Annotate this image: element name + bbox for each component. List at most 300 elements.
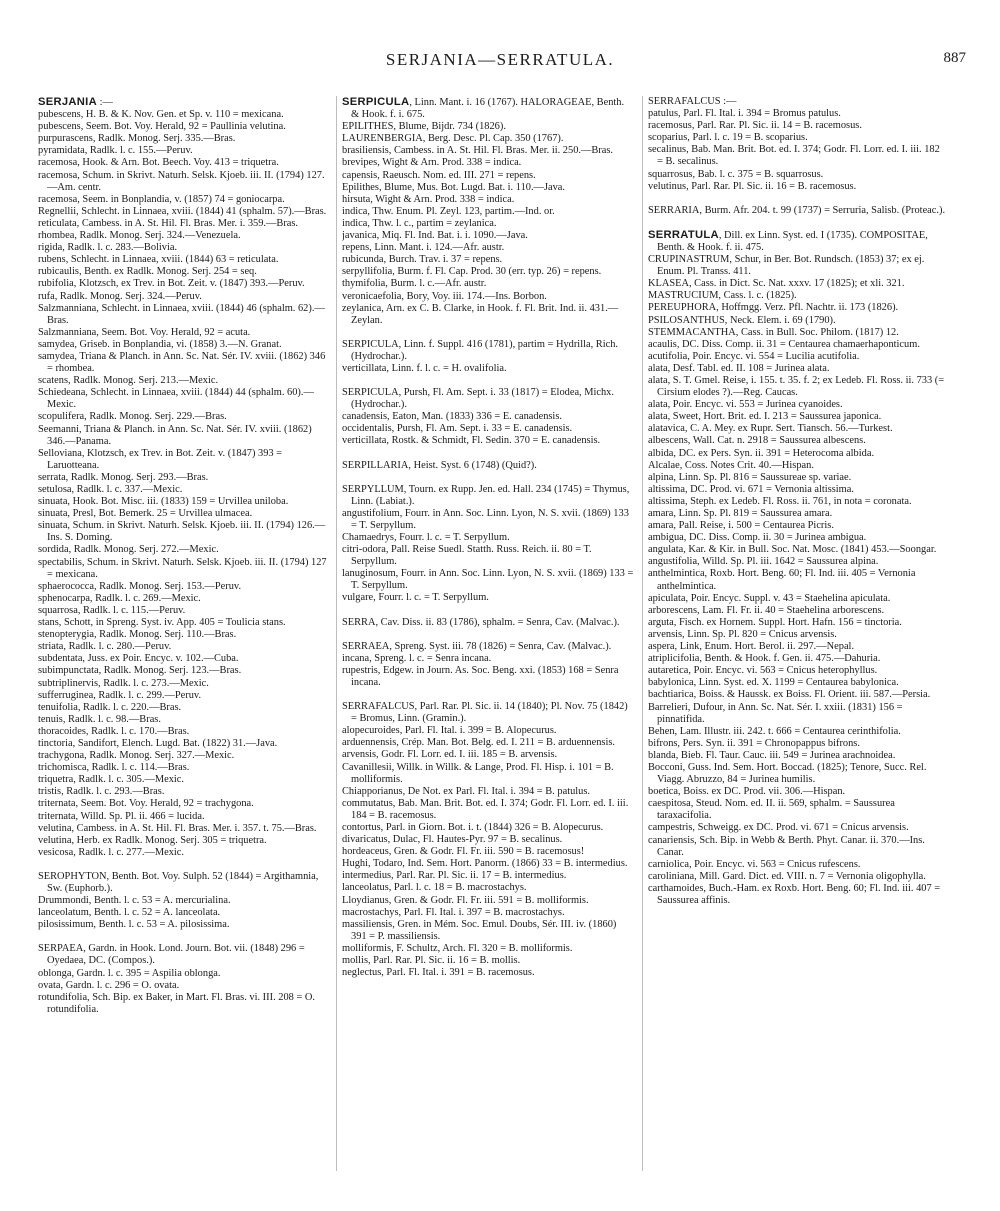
- entry-text: sinuata, Schum. in Skrivt. Naturh. Selsk. Kjoeb. iii. II. (1794) 126.—Ins. S. Doming.: [38, 520, 326, 544]
- entry-text: SERPICULA, Linn. f. Suppl. 416 (1781), partim = Hydrilla, Rich. (Hydrochar.).: [342, 338, 619, 362]
- entry-line: [38, 980, 330, 992]
- entry-text: bachtiarica, Boiss. & Haussk. ex Boiss. Fl. Orient. iii. 587.—Persia.: [648, 689, 931, 701]
- entry-line: [38, 157, 330, 169]
- entry-text: bifrons, Pers. Syn. ii. 391 = Chronopappus bifrons.: [648, 737, 860, 749]
- entry-line: [648, 859, 948, 871]
- entry-text: MASTRUCIUM, Cass. l. c. (1825).: [648, 290, 797, 302]
- entry-text: CRUPINASTRUM, Schur, in Ber. Bot. Rundsch. (1853) 37; ex ej. Enum. Pl. Transs. 411.: [648, 254, 925, 278]
- entry-text: sordida, Radlk. Monog. Serj. 272.—Mexic.: [38, 544, 219, 556]
- entry-text: hordeaceus, Gren. & Godr. Fl. Fr. iii. 590 = B. racemosus!: [342, 846, 585, 858]
- entry-text: Salzmanniana, Schlecht. in Linnaea, xviii. (1844) 46 (sphalm. 62).—Bras.: [38, 302, 325, 326]
- entry-text: Drummondi, Benth. l. c. 53 = A. mercurialina.: [38, 895, 231, 907]
- entry-text: angustifolia, Willd. Sp. Pl. iii. 1642 = Saussurea alpina.: [648, 556, 879, 568]
- entry-text: Alcalae, Coss. Notes Crit. 40.—Hispan.: [648, 459, 814, 471]
- entry-text: albescens, Wall. Cat. n. 2918 = Saussurea albescens.: [648, 435, 866, 447]
- entry-line: [648, 871, 948, 883]
- entry-line: [648, 169, 948, 181]
- entry-line: [648, 375, 948, 399]
- entry-line: [342, 943, 634, 955]
- entry-line: [38, 726, 330, 738]
- entry-text: SEROPHYTON, Benth. Bot. Voy. Sulph. 52 (1844) = Argithamnia, Sw. (Euphorb.).: [38, 870, 319, 894]
- entry-text: alopecuroides, Parl. Fl. Ital. i. 399 = B. Alopecurus.: [342, 725, 557, 737]
- entry-line: [38, 206, 330, 218]
- entry-text: Chamaedrys, Fourr. l. c. = T. Serpyllum.: [342, 532, 510, 543]
- entry-block: [342, 339, 634, 375]
- column-divider: [336, 96, 337, 1171]
- running-head: SERJANIA—SERRATULA.: [385, 50, 615, 69]
- entry-text: lanceolatus, Parl. l. c. 18 = B. macrostachys.: [342, 882, 527, 894]
- entry-text: indica, Thw. Enum. Pl. Zeyl. 123, partim.—Ind. or.: [342, 205, 555, 217]
- entry-text: arduennensis, Crép. Man. Bot. Belg. ed. I. 211 = B. arduennensis.: [342, 737, 615, 749]
- entry-line: [38, 871, 330, 895]
- entry-text: SERRARIA, Burm. Afr. 204. t. 99 (1737) = Serruria, Salisb. (Proteac.).: [648, 204, 946, 216]
- entry-line: [38, 327, 330, 339]
- entry-text: brevipes, Wight & Arn. Prod. 338 = indica.: [342, 157, 522, 169]
- entry-text: amara, Pall. Reise, i. 500 = Centaurea Picris.: [648, 520, 834, 532]
- entry-text: SERRAFALCUS, Parl. Rar. Pl. Sic. ii. 14 (1840); Pl. Nov. 75 (1842) = Bromus, Linn. (Gramin.).: [342, 701, 628, 725]
- entry-text: trachygona, Radlk. Monog. Serj. 327.—Mexic.: [38, 750, 235, 762]
- entry-text: contortus, Parl. in Giorn. Bot. i. t. (1844) 326 = B. Alopecurus.: [342, 821, 604, 833]
- entry-text: oblonga, Gardn. l. c. 395 = Aspilia oblonga.: [38, 967, 221, 979]
- entry-text: vulgare, Fourr. l. c. = T. Serpyllum.: [342, 592, 489, 604]
- entry-line: [648, 399, 948, 411]
- entry-line: [38, 133, 330, 145]
- entry-text: rufa, Radlk. Monog. Serj. 324.—Peruv.: [38, 290, 202, 302]
- entry-text: incana, Spreng. l. c. = Senra incana.: [342, 652, 492, 664]
- entry-line: [342, 701, 634, 725]
- entry-text: atriplicifolia, Benth. & Hook. f. Gen. ii. 475.—Dahuria.: [648, 653, 881, 665]
- entry-line: [648, 835, 948, 859]
- entry-line: [648, 205, 948, 217]
- entry-text: SERRAFALCUS :—: [648, 96, 737, 107]
- entry-line: [648, 520, 948, 532]
- entry-text: subdentata, Juss. ex Poir. Encyc. v. 102.—Cuba.: [38, 653, 239, 665]
- entry-text: hirsuta, Wight & Arn. Prod. 338 = indica.: [342, 193, 515, 205]
- entry-text: Schiedeana, Schlecht. in Linnaea, xviii. (1844) 44 (sphalm. 60).—Mexic.: [38, 387, 314, 411]
- entry-text: repens, Linn. Mant. i. 124.—Afr. austr.: [342, 242, 505, 254]
- entry-text: alatavica, C. A. Mey. ex Rupr. Sert. Tiansch. 56.—Turkest.: [648, 423, 893, 435]
- entry-line: [648, 411, 948, 423]
- entry-line: [38, 593, 330, 605]
- entry-line: [648, 653, 948, 665]
- entry-text: , Linn. Mant. i. 16 (1767). HALORAGEAE, Benth. & Hook. f. i. 675.: [351, 97, 625, 121]
- entry-line: [38, 472, 330, 484]
- entry-line: [648, 617, 948, 629]
- entry-text: blanda, Bieb. Fl. Taur. Cauc. iii. 549 = Jurinea arachnoidea.: [648, 749, 896, 761]
- entry-line: [38, 387, 330, 411]
- entry-line: [38, 690, 330, 702]
- entry-line: [342, 568, 634, 592]
- entry-text: ovata, Gardn. l. c. 296 = O. ovata.: [38, 979, 180, 991]
- entry-text: canadensis, Eaton, Man. (1833) 336 = E. canadensis.: [342, 411, 562, 423]
- entry-block: [342, 701, 634, 979]
- entry-line: [342, 182, 634, 194]
- genus-name: SERRATULA: [648, 228, 719, 241]
- entry-line: [648, 750, 948, 762]
- entry-text: angustifolium, Fourr. in Ann. Soc. Linn. Lyon, N. S. xvii. (1869) 133 = T. Serpyllum.: [342, 507, 629, 531]
- entry-text: massiliensis, Gren. in Mém. Soc. Emul. Doubs, Sér. III. iv. (1860) 391 = P. massiliensis.: [342, 918, 617, 942]
- entry-text: patulus, Parl. Fl. Ital. i. 394 = Bromus patulus.: [648, 108, 841, 120]
- entry-line: [38, 919, 330, 931]
- entry-line: [38, 448, 330, 472]
- entry-text: Hughi, Todaro, Ind. Sem. Hort. Panorm. (1866) 33 = B. intermedius.: [342, 858, 628, 870]
- entry-text: caroliniana, Mill. Gard. Dict. ed. VIII. n. 7 = Vernonia oligophylla.: [648, 870, 926, 882]
- entry-text: arborescens, Lam. Fl. Fr. ii. 40 = Staehelina arborescens.: [648, 604, 885, 616]
- entry-text: velutina, Cambess. in A. St. Hil. Fl. Bras. Mer. i. 357. t. 75.—Bras.: [38, 822, 317, 834]
- entry-line: [648, 726, 948, 738]
- entry-line: [342, 870, 634, 882]
- entry-line: [38, 230, 330, 242]
- entry-line: [38, 629, 330, 641]
- entry-text: racemosa, Schum. in Skrivt. Naturh. Selsk. Kjoeb. iii. II. (1794) 127.—Am. centr.: [38, 169, 325, 193]
- entry-text: Lloydianus, Gren. & Godr. Fl. Fr. iii. 591 = B. molliformis.: [342, 894, 589, 906]
- entry-line: [38, 895, 330, 907]
- entry-text: lanceolatum, Benth. l. c. 52 = A. lanceolata.: [38, 907, 221, 919]
- entry-line: [342, 834, 634, 846]
- entry-text: SERPYLLUM, Tourn. ex Rupp. Jen. ed. Hall. 234 (1745) = Thymus, Linn. (Labiat.).: [342, 483, 630, 507]
- entry-line: [342, 411, 634, 423]
- entry-line: [342, 798, 634, 822]
- entry-line: [342, 291, 634, 303]
- entry-line: [648, 568, 948, 592]
- entry-text: altissima, Steph. ex Ledeb. Fl. Ross. ii. 761, in nota = coronata.: [648, 495, 912, 507]
- entry-line: [648, 629, 948, 641]
- entry-text: tenuis, Radlk. l. c. 98.—Bras.: [38, 713, 161, 725]
- entry-line: [342, 762, 634, 786]
- entry-line: [342, 435, 634, 447]
- entry-line: [342, 858, 634, 870]
- entry-line: [342, 786, 634, 798]
- entry-text: vesicosa, Radlk. l. c. 277.—Mexic.: [38, 846, 185, 858]
- entry-line: [38, 278, 330, 290]
- entry-line: [648, 822, 948, 834]
- entry-line: [342, 423, 634, 435]
- entry-line: [38, 605, 330, 617]
- entry-text: ambigua, DC. Diss. Comp. ii. 30 = Jurinea ambigua.: [648, 532, 867, 544]
- entry-line: [38, 242, 330, 254]
- entry-line: [38, 968, 330, 980]
- entry-block: [38, 943, 330, 1016]
- entry-text: racemosus, Parl. Rar. Pl. Sic. ii. 14 = B. racemosus.: [648, 120, 862, 132]
- entry-line: [38, 653, 330, 665]
- entry-block: [648, 205, 948, 217]
- entry-line: [38, 121, 330, 133]
- entry-line: [342, 749, 634, 761]
- entry-text: zeylanica, Arn. ex C. B. Clarke, in Hook. f. Fl. Brit. Ind. ii. 431.—Zeylan.: [342, 302, 619, 326]
- entry-text: babylonica, Linn. Syst. ed. X. 1199 = Centaurea babylonica.: [648, 677, 899, 689]
- entry-text: setulosa, Radlk. l. c. 337.—Mexic.: [38, 484, 183, 495]
- entry-line: [342, 133, 634, 145]
- entry-text: tristis, Radlk. l. c. 293.—Bras.: [38, 786, 165, 798]
- entry-text: reticulata, Cambess. in A. St. Hil. Fl. Bras. Mer. i. 359.—Bras.: [38, 217, 299, 229]
- entry-text: rubens, Schlecht. in Linnaea, xviii. (1844) 63 = reticulata.: [38, 254, 279, 266]
- entry-line: [648, 132, 948, 144]
- entry-line: [38, 254, 330, 266]
- entry-text: amara, Linn. Sp. Pl. 819 = Saussurea amara.: [648, 508, 833, 519]
- entry-line: [342, 725, 634, 737]
- entry-line: [342, 170, 634, 182]
- entry-block: [38, 871, 330, 931]
- entry-text: acaulis, DC. Diss. Comp. ii. 31 = Centaurea chamaerhaponticum.: [648, 338, 920, 350]
- column-1: [38, 96, 330, 1176]
- entry-line: [648, 605, 948, 617]
- entry-line: [648, 351, 948, 363]
- entry-line: [342, 822, 634, 834]
- entry-line: [38, 786, 330, 798]
- entry-line: [38, 678, 330, 690]
- entry-text: canariensis, Sch. Bip. in Webb & Berth. Phyt. Canar. ii. 370.—Ins. Canar.: [648, 834, 925, 858]
- entry-text: Chiapporianus, De Not. ex Parl. Fl. Ital. i. 394 = B. patulus.: [342, 785, 590, 797]
- entry-line: [342, 339, 634, 363]
- entry-text: mollis, Parl. Rar. Pl. Sic. ii. 16 = B. mollis.: [342, 955, 521, 966]
- entry-line: [342, 737, 634, 749]
- entry-text: spectabilis, Schum. in Skrivt. Naturh. Selsk. Kjoeb. iii. II. (1794) 127 = mexicana.: [38, 556, 327, 580]
- entry-line: [38, 375, 330, 387]
- genus-heading: [648, 229, 948, 254]
- entry-line: [38, 291, 330, 303]
- entry-text: velutinus, Parl. Rar. Pl. Sic. ii. 16 = B. racemosus.: [648, 180, 857, 192]
- entry-line: [648, 96, 948, 108]
- entry-text: Seemanni, Triana & Planch. in Ann. Sc. Nat. Sér. IV. xviii. (1862) 346.—Panama.: [38, 423, 312, 447]
- entry-line: [342, 230, 634, 242]
- entry-text: SERPICULA, Pursh, Fl. Am. Sept. i. 33 (1817) = Elodea, Michx. (Hydrochar.).: [342, 387, 614, 411]
- entry-text: indica, Thw. l. c., partim = zeylanica.: [342, 217, 497, 229]
- entry-text: SERRAEA, Spreng. Syst. iii. 78 (1826) = Senra, Cav. (Malvac.).: [342, 640, 612, 652]
- entry-line: [342, 592, 634, 604]
- entry-line: [648, 556, 948, 568]
- entry-text: sufferruginea, Radlk. l. c. 299.—Peruv.: [38, 689, 202, 701]
- entry-line: [38, 520, 330, 544]
- entry-line: [38, 170, 330, 194]
- entry-line: [38, 109, 330, 121]
- entry-line: [38, 351, 330, 375]
- entry-line: [38, 738, 330, 750]
- entry-line: [648, 460, 948, 472]
- entry-line: [38, 484, 330, 496]
- entry-text: commutatus, Bab. Man. Brit. Bot. ed. I. 374; Godr. Fl. Lorr. ed. I. iii. 184 = B. racemosus.: [342, 797, 629, 821]
- entry-line: [648, 496, 948, 508]
- entry-text: Bocconi, Guss. Ind. Sem. Hort. Boccad. (1825); Tenore, Succ. Rel. Viagg. Abruzzo, 84 = Jurinea humilis.: [648, 761, 927, 786]
- entry-text: angulata, Kar. & Kir. in Bull. Soc. Nat. Mosc. (1841) 453.—Soongar.: [648, 544, 937, 556]
- entry-line: [648, 532, 948, 544]
- entry-line: [38, 218, 330, 230]
- entry-text: samydea, Triana & Planch. in Ann. Sc. Nat. Sér. IV. xviii. (1862) 346 = rhombea.: [38, 350, 326, 375]
- entry-text: citri-odora, Pall. Reise Suedl. Statth. Russ. Reich. ii. 80 = T. Serpyllum.: [342, 544, 592, 568]
- genus-heading: [342, 96, 634, 121]
- entry-line: [648, 423, 948, 435]
- entry-line: [342, 955, 634, 967]
- entry-line: [38, 943, 330, 967]
- entry-text: scatens, Radlk. Monog. Serj. 213.—Mexic.: [38, 375, 219, 387]
- entry-text: Cavanillesii, Willk. in Willk. & Lange, Prod. Fl. Hisp. i. 101 = B. molliformis.: [342, 761, 614, 785]
- entry-text: velutina, Herb. ex Radlk. Monog. Serj. 305 = triquetra.: [38, 834, 267, 846]
- entry-line: [38, 424, 330, 448]
- entry-block: [342, 387, 634, 447]
- entry-text: STEMMACANTHA, Cass. in Bull. Soc. Philom. (1817) 12.: [648, 326, 899, 338]
- entry-text: secalinus, Bab. Man. Brit. Bot. ed. I. 374; Godr. Fl. Lorr. ed. I. iii. 182 = B. secalinus.: [648, 144, 940, 168]
- entry-text: alata, Poir. Encyc. vi. 553 = Jurinea cyanoides.: [648, 399, 843, 411]
- entry-text: rupestris, Edgew. in Journ. As. Soc. Beng. xxi. (1853) 168 = Senra incana.: [342, 664, 619, 688]
- entry-block: [342, 641, 634, 689]
- entry-text: aspera, Link, Enum. Hort. Berol. ii. 297.—Nepal.: [648, 641, 855, 653]
- entry-line: [648, 181, 948, 193]
- entry-line: [648, 339, 948, 351]
- entry-line: [342, 907, 634, 919]
- entry-line: [38, 714, 330, 726]
- entry-text: tenuifolia, Radlk. l. c. 220.—Bras.: [38, 701, 182, 713]
- entry-text: occidentalis, Pursh, Fl. Am. Sept. i. 33 = E. canadensis.: [342, 423, 573, 435]
- entry-text: veronicaefolia, Bory, Voy. iii. 174.—Ins. Borbon.: [342, 290, 547, 302]
- genus-heading: [38, 96, 330, 109]
- entry-text: stans, Schott, in Spreng. Syst. iv. App. 405 = Toulicia stans.: [38, 617, 286, 629]
- entry-line: [648, 665, 948, 677]
- entry-text: triquetra, Radlk. l. c. 305.—Mexic.: [38, 774, 185, 786]
- entry-text: albida, DC. ex Pers. Syn. ii. 391 = Heterocoma albida.: [648, 447, 875, 459]
- column-divider: [642, 96, 643, 1171]
- entry-text: boetica, Boiss. ex DC. Prod. vii. 306.—Hispan.: [648, 786, 846, 798]
- entry-line: [648, 677, 948, 689]
- entry-line: [38, 641, 330, 653]
- entry-text: subtriplinervis, Radlk. l. c. 273.—Mexic.: [38, 677, 209, 689]
- entry-line: [38, 145, 330, 157]
- entry-line: [648, 278, 948, 290]
- entry-line: [648, 315, 948, 327]
- entry-text: lanuginosum, Fourr. in Ann. Soc. Linn. Lyon, N. S. xvii. (1869) 133 = T. Serpyllum.: [342, 568, 634, 592]
- entry-text: autaretica, Poir. Encyc. vi. 563 = Cnicus heterophyllus.: [648, 665, 878, 677]
- entry-line: [648, 484, 948, 496]
- entry-line: [38, 508, 330, 520]
- entry-line: [648, 508, 948, 520]
- entry-line: [342, 846, 634, 858]
- entry-text: caespitosa, Steud. Nom. ed. II. ii. 569, sphalm. = Saussurea taraxacifolia.: [648, 798, 895, 822]
- entry-text: verticillata, Linn. f. l. c. = H. ovalifolia.: [342, 362, 507, 374]
- entry-text: alata, Sweet, Hort. Brit. ed. I. 213 = Saussurea japonica.: [648, 411, 882, 423]
- entry-text: sphenocarpa, Radlk. l. c. 269.—Mexic.: [38, 592, 201, 604]
- entry-line: [342, 157, 634, 169]
- entry-line: [342, 460, 634, 472]
- entry-text: scoparius, Parl. l. c. 19 = B. scoparius.: [648, 132, 808, 144]
- entry-text: thoracoides, Radlk. l. c. 170.—Bras.: [38, 725, 190, 737]
- entry-block: [342, 96, 634, 327]
- entry-line: [38, 835, 330, 847]
- entry-text: squarrosa, Radlk. l. c. 115.—Peruv.: [38, 604, 186, 616]
- entry-text: squarrosus, Bab. l. c. 375 = B. squarrosus.: [648, 168, 824, 180]
- entry-line: [342, 303, 634, 327]
- entry-text: subimpunctata, Radlk. Monog. Serj. 123.—Bras.: [38, 665, 242, 677]
- entry-line: [342, 206, 634, 218]
- entry-line: [648, 254, 948, 278]
- entry-line: [342, 387, 634, 411]
- entry-line: [648, 120, 948, 132]
- entry-line: [38, 266, 330, 278]
- entry-line: [38, 544, 330, 556]
- column-3: [648, 96, 948, 1176]
- entry-line: [38, 907, 330, 919]
- entry-text: rubifolia, Klotzsch, ex Trev. in Bot. Zeit. v. (1847) 393.—Peruv.: [38, 278, 305, 290]
- entry-line: [648, 738, 948, 750]
- entry-text: racemosa, Seem. in Bonplandia, v. (1857) 74 = goniocarpa.: [38, 193, 285, 205]
- entry-text: samydea, Griseb. in Bonplandia, vi. (1858) 3.—N. Granat.: [38, 338, 282, 350]
- entry-text: macrostachys, Parl. Fl. Ital. i. 397 = B. macrostachys.: [342, 906, 565, 918]
- entry-line: [342, 508, 634, 532]
- entry-block: [342, 460, 634, 472]
- entry-line: [648, 798, 948, 822]
- entry-text: neglectus, Parl. Fl. Ital. i. 391 = B. racemosus.: [342, 967, 535, 979]
- entry-text: intermedius, Parl. Rar. Pl. Sic. ii. 17 = B. intermedius.: [342, 870, 567, 882]
- entry-text: triternata, Willd. Sp. Pl. ii. 466 = lucida.: [38, 810, 205, 822]
- entry-text: molliformis, F. Schultz, Arch. Fl. 320 = B. molliformis.: [342, 942, 573, 954]
- entry-text: purpurascens, Radlk. Monog. Serj. 335.—Bras.: [38, 133, 236, 145]
- entry-text: arvensis, Linn. Sp. Pl. 820 = Cnicus arvensis.: [648, 628, 837, 640]
- entry-text: striata, Radlk. l. c. 280.—Peruv.: [38, 641, 172, 653]
- entry-text: campestris, Schweigg. ex DC. Prod. vi. 671 = Cnicus arvensis.: [648, 822, 909, 834]
- genus-name: SERPICULA: [342, 96, 410, 108]
- entry-line: [38, 411, 330, 423]
- entry-line: [648, 363, 948, 375]
- entry-text: rigida, Radlk. l. c. 283.—Bolivia.: [38, 242, 178, 254]
- entry-line: [342, 919, 634, 943]
- entry-line: [38, 557, 330, 581]
- entry-block: [648, 96, 948, 193]
- entry-block: [342, 617, 634, 629]
- entry-text: sphaerococca, Radlk. Monog. Serj. 153.—Peruv.: [38, 580, 242, 592]
- entry-text: alpina, Linn. Sp. Pl. 816 = Saussureae sp. variae.: [648, 471, 852, 483]
- entry-text: PSILOSANTHUS, Neck. Elem. i. 69 (1790).: [648, 314, 836, 326]
- entry-line: [648, 641, 948, 653]
- entry-block: [648, 229, 948, 907]
- entry-line: [648, 108, 948, 120]
- entry-text: divaricatus, Dulac, Fl. Hautes-Pyr. 97 = B. secalinus.: [342, 834, 563, 846]
- entry-text: arguta, Fisch. ex Hornem. Suppl. Hort. Hafn. 156 = tinctoria.: [648, 616, 902, 628]
- entry-text: EPILITHES, Blume, Bijdr. 734 (1826).: [342, 121, 506, 133]
- entry-line: [342, 544, 634, 568]
- entry-line: [342, 895, 634, 907]
- entry-text: brasiliensis, Cambess. in A. St. Hil. Fl. Bras. Mer. ii. 250.—Bras.: [342, 145, 614, 157]
- entry-line: [342, 665, 634, 689]
- entry-line: [38, 702, 330, 714]
- entry-text: Epilithes, Blume, Mus. Bot. Lugd. Bat. i. 110.—Java.: [342, 181, 566, 193]
- entry-line: [342, 278, 634, 290]
- entry-text: verticillata, Rostk. & Schmidt, Fl. Sedin. 370 = E. canadensis.: [342, 435, 601, 447]
- entry-text: triternata, Seem. Bot. Voy. Herald, 92 = trachygona.: [38, 798, 254, 810]
- entry-line: [648, 327, 948, 339]
- entry-text: carniolica, Poir. Encyc. vi. 563 = Cnicus rufescens.: [648, 858, 861, 870]
- entry-line: [342, 641, 634, 653]
- entry-line: [38, 303, 330, 327]
- entry-line: [648, 883, 948, 907]
- entry-line: [342, 484, 634, 508]
- entry-line: [342, 121, 634, 133]
- entry-text: arvensis, Godr. Fl. Lorr. ed. I. iii. 185 = B. arvensis.: [342, 749, 558, 761]
- genus-name: SERJANIA: [38, 96, 97, 108]
- entry-line: [342, 653, 634, 665]
- entry-line: [648, 689, 948, 701]
- entry-text: Salzmanniana, Seem. Bot. Voy. Herald, 92 = acuta.: [38, 326, 251, 338]
- entry-text: apiculata, Poir. Encyc. Suppl. v. 43 = Staehelina apiculata.: [648, 592, 891, 604]
- entry-line: [38, 823, 330, 835]
- entry-line: [38, 496, 330, 508]
- entry-line: [38, 762, 330, 774]
- entry-text: alata, S. T. Gmel. Reise, i. 155. t. 35. f. 2; ex Ledeb. Fl. Ross. ii. 733 (= Cirsium elodes ?).—Reg. Caucas.: [648, 374, 945, 399]
- entry-line: [342, 532, 634, 544]
- entry-line: [38, 992, 330, 1016]
- entry-line: [342, 242, 634, 254]
- entry-text: serpyllifolia, Burm. f. Fl. Cap. Prod. 30 (err. typ. 26) = repens.: [342, 266, 602, 278]
- entry-text: carthamoides, Buch.-Ham. ex Roxb. Hort. Beng. 60; Fl. Ind. iii. 407 = Saussurea affinis.: [648, 882, 941, 906]
- entry-line: [38, 194, 330, 206]
- entry-text: Behen, Lam. Illustr. iii. 242. t. 666 = Centaurea cerinthifolia.: [648, 725, 901, 737]
- entry-text: PEREUPHORA, Hoffmgg. Verz. Pfl. Nachtr. ii. 173 (1826).: [648, 302, 899, 314]
